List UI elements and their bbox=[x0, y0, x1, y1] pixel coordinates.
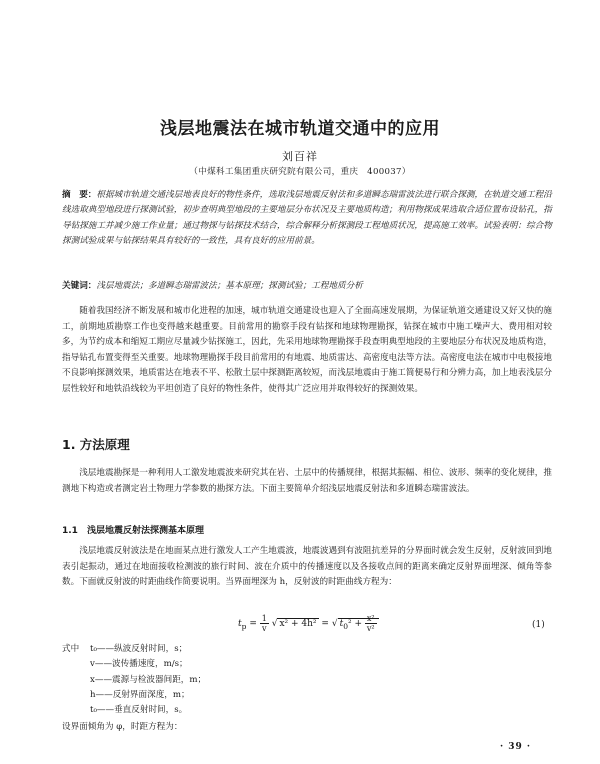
intro-paragraph: 随着我国经济不断发展和城市化进程的加速，城市轨道交通建设也迎入了全面高速发展期，为保证轨道交通建设又好又快的施工，前期地质勘察工作也变得越来越重要。目前常用的勘察手段有钻探和地球物理勘探，钻探在城市中施工噪声大、费用相对较多，为节约成本和缩短工期应尽量减少钻探施工，因此，先采用地球物理勘探手段查明典型地段的主要地层分布状况及地质构造，指导钻孔布置变得至关重要。地球物理勘探手段目前常用的有地震、地质雷达、高密度电法等方法。高密度电法在城市中电极接地不良影响探测效果，地质雷达在地表不平、松散土层中探测距离较短，而浅层地震由于施工简便易行和分辨力高，加上地表浅层分层性较好和地铁沿线较为平坦创造了良好的物性条件，使得其广泛应用并取得较好的探测效果。 bbox=[62, 306, 552, 394]
eq-coef-den: v bbox=[262, 624, 267, 633]
eq-t0: t bbox=[339, 619, 344, 629]
where-item: t₀——垂直反射时间，s。 bbox=[90, 705, 188, 716]
eq-radicand-1: x² + 4h² bbox=[279, 619, 317, 629]
where-label: 式中 bbox=[62, 644, 80, 654]
eq-t0-pow: ² bbox=[347, 619, 352, 629]
eq-frac-2 bbox=[365, 614, 377, 633]
where-item: h——反射界面深度，m； bbox=[90, 689, 190, 700]
subsection-paragraph: 浅层地震反射波法是在地面某点进行激发人工产生地震波，地震波遇到有波阻抗差异的分界面时就会发生反射，反射波回到地表引起振动，通过在地面接收检测波的旅行时间、波在介质中的传播速度以及各接收点间的距离来确定反射界面埋深、倾角等参数。下面就反射波的时距曲线作简要说明。当界面埋深为 h，反射波的时距曲线方程为： bbox=[62, 546, 552, 587]
eq-equals: = bbox=[249, 619, 257, 629]
eq-sqrt-sign-2: √ bbox=[331, 619, 338, 629]
where-item: x——震源与检波器间距，m； bbox=[90, 674, 207, 685]
eq-t0-sub: 0 bbox=[343, 621, 348, 631]
equation-number: (1) bbox=[532, 620, 545, 630]
section-heading: 1. 方法原理 bbox=[62, 437, 130, 452]
keywords-label: 关键词： bbox=[62, 281, 97, 291]
keywords bbox=[62, 279, 562, 293]
eq-frac2-den: v² bbox=[366, 624, 375, 633]
eq-equals-2: = bbox=[321, 619, 329, 629]
paper-title: 浅层地震法在城市轨道交通中的应用 bbox=[160, 119, 440, 139]
eq-coef-num: 1 bbox=[261, 614, 267, 623]
where-row bbox=[62, 642, 542, 657]
equation-body bbox=[238, 614, 379, 633]
author-affiliation: （中煤科工集团重庆研究院有限公司，重庆 400037） bbox=[189, 167, 411, 177]
eq-lhs: t bbox=[238, 619, 242, 629]
eq-lhs-sub: p bbox=[241, 621, 247, 631]
eq-coef-fraction bbox=[260, 614, 269, 633]
where-row bbox=[62, 673, 542, 688]
variable-definitions bbox=[62, 642, 542, 718]
where-item: t₀——纵波反射时间，s； bbox=[90, 644, 188, 654]
eq-frac2-num: x² bbox=[365, 614, 377, 624]
where-item: v——波传播速度，m/s； bbox=[90, 659, 188, 670]
eq-sqrt-sign: √ bbox=[271, 619, 278, 629]
equation-1 bbox=[0, 612, 600, 638]
closing-line: 设界面倾角为 φ，时距方程为： bbox=[62, 722, 183, 732]
keywords-text: 浅层地震法；多道瞬态瑞雷波法；基本原理；探测试验；工程地质分析 bbox=[96, 281, 363, 291]
where-row bbox=[62, 657, 542, 672]
where-row bbox=[62, 688, 542, 703]
abstract-label: 摘 要： bbox=[62, 190, 97, 200]
page-number: · 39 · bbox=[500, 742, 532, 752]
author-name: 刘百祥 bbox=[282, 150, 318, 163]
eq-radicand-2: $t_0^2$ + $\frac{\text{x²}}{\text{v²}}$ bbox=[338, 618, 379, 629]
abstract bbox=[62, 188, 552, 250]
section-paragraph: 浅层地震勘探是一种利用人工激发地震波来研究其在岩、土层中的传播规律，根据其振幅、相位、波形、频率的变化规律，推测地下构造或者测定岩土物理力学参数的勘探方法。下面主要简单介绍浅层地震反射法和多道瞬态瑞雷波法。 bbox=[62, 468, 552, 494]
subsection-heading: 1.1 浅层地震反射法探测基本原理 bbox=[62, 526, 204, 536]
where-row bbox=[62, 703, 542, 718]
abstract-text: 根据城市轨道交通浅层地表良好的物性条件，选取浅层地震反射法和多道瞬态瑞雷波法进行联合探测，在轨道交通工程沿线选取典型地段进行探测试验，初步查明典型地段的主要地层分布状况及主要地质构造；利用物探成果选取合适位置布设钻孔，指导钻探施工并减少施工作业量；通过物探与钻探技术结合，综合解释分析探测段工程地质状况，提高施工效率。试验表明：综合物探测试验成果与钻探结果具有较好的一致性，具有良好的应用前景。 bbox=[62, 190, 552, 247]
